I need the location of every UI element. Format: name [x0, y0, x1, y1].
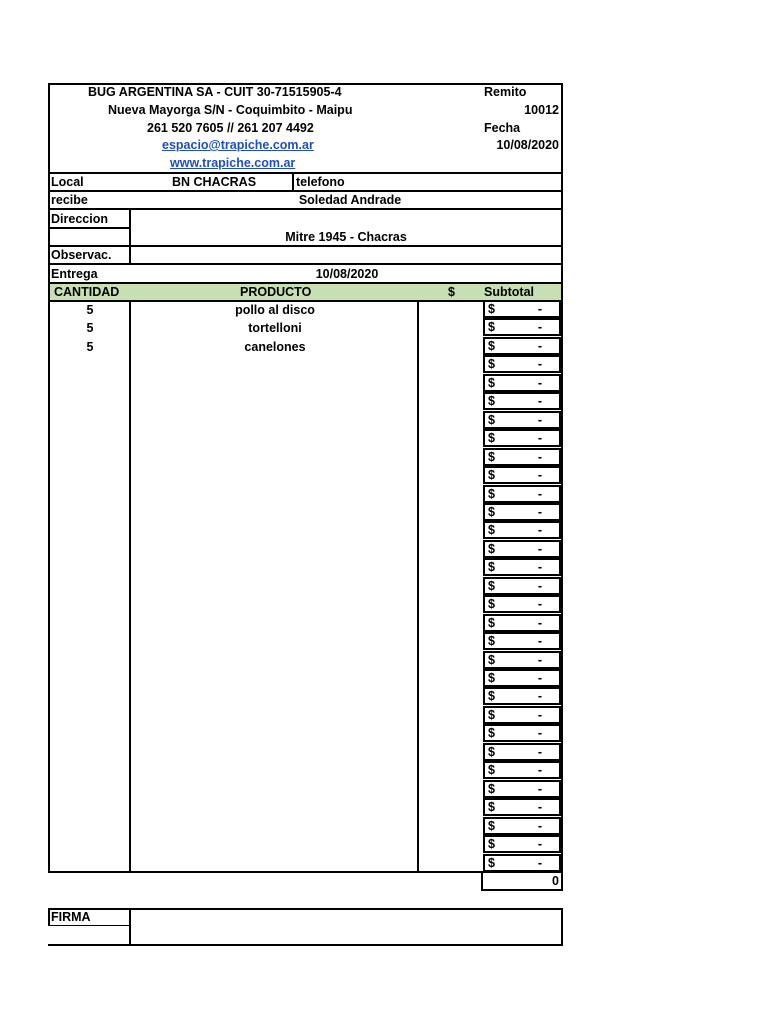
direccion-value: Mitre 1945 - Chacras [285, 230, 407, 244]
subtotal-cell [483, 448, 561, 466]
subtotal-amount: - [537, 394, 542, 408]
remito-number: 10012 [524, 103, 559, 117]
subtotal-cell [483, 466, 561, 484]
subtotal-currency: $ [488, 320, 495, 334]
phone-line: 261 520 7605 // 261 207 4492 [147, 121, 314, 135]
subtotal-currency: $ [488, 782, 495, 796]
subtotal-cell [483, 374, 561, 392]
local-value: BN CHACRAS [172, 175, 257, 189]
subtotal-cell [483, 337, 561, 355]
subtotal-amount: - [537, 487, 542, 501]
subtotal-amount: - [537, 302, 542, 316]
subtotal-currency: $ [488, 800, 495, 814]
direccion-label: Direccion [51, 212, 108, 226]
item-3-cantidad: 5 [86, 340, 94, 354]
subtotal-cell [483, 300, 561, 318]
subtotal-currency: $ [488, 431, 495, 445]
subtotal-currency: $ [488, 413, 495, 427]
subtotal-currency: $ [488, 653, 495, 667]
subtotal-currency: $ [488, 339, 495, 353]
subtotal-amount: - [537, 320, 542, 334]
entrega-label: Entrega [51, 267, 98, 281]
subtotal-cell [483, 651, 561, 669]
subtotal-currency: $ [488, 819, 495, 833]
subtotal-currency: $ [488, 376, 495, 390]
subtotal-cell [483, 761, 561, 779]
subtotal-cell [483, 724, 561, 742]
subtotal-currency: $ [488, 763, 495, 777]
subtotal-currency: $ [488, 487, 495, 501]
subtotal-currency: $ [488, 616, 495, 630]
subtotal-currency: $ [488, 357, 495, 371]
subtotal-currency: $ [488, 394, 495, 408]
subtotal-amount: - [537, 745, 542, 759]
item-1-producto: pollo al disco [235, 303, 315, 317]
subtotal-amount: - [537, 837, 542, 851]
subtotal-currency: $ [488, 837, 495, 851]
subtotal-cell [483, 355, 561, 373]
subtotal-cell [483, 743, 561, 761]
subtotal-cell [483, 429, 561, 447]
subtotal-cell [483, 669, 561, 687]
subtotal-amount: - [537, 653, 542, 667]
item-2-producto: tortelloni [248, 321, 302, 335]
header-subtotal: Subtotal [484, 285, 534, 299]
header-cantidad: CANTIDAD [54, 285, 120, 299]
subtotal-cell [483, 392, 561, 410]
subtotal-cell [483, 503, 561, 521]
subtotal-currency: $ [488, 671, 495, 685]
subtotal-currency: $ [488, 689, 495, 703]
subtotal-cell [483, 632, 561, 650]
subtotal-amount: - [537, 671, 542, 685]
subtotal-amount: - [537, 708, 542, 722]
company-line: BUG ARGENTINA SA - CUIT 30-71515905-4 [88, 85, 342, 99]
subtotal-amount: - [537, 800, 542, 814]
subtotal-cell [483, 835, 561, 853]
total-value: 0 [552, 874, 559, 888]
subtotal-currency: $ [488, 708, 495, 722]
subtotal-currency: $ [488, 579, 495, 593]
subtotal-amount: - [537, 763, 542, 777]
website-link-wrap [170, 155, 295, 171]
subtotal-currency: $ [488, 856, 495, 870]
subtotal-cell [483, 558, 561, 576]
subtotal-cell [483, 318, 561, 336]
subtotal-currency: $ [488, 597, 495, 611]
item-2-cantidad: 5 [86, 321, 94, 335]
local-label: Local [51, 175, 84, 189]
email-link[interactable]: espacio@trapiche.com.ar [162, 138, 314, 152]
subtotal-currency: $ [488, 726, 495, 740]
subtotal-currency: $ [488, 745, 495, 759]
subtotal-amount: - [537, 450, 542, 464]
header-precio: $ [448, 285, 455, 299]
item-1-cantidad: 5 [86, 303, 94, 317]
recibe-label: recibe [51, 193, 88, 207]
recibe-value: Soledad Andrade [298, 193, 402, 207]
subtotal-cell [483, 817, 561, 835]
subtotal-amount: - [537, 634, 542, 648]
subtotal-amount: - [537, 505, 542, 519]
fecha-value: 10/08/2020 [496, 138, 559, 152]
item-3-producto: canelones [244, 340, 306, 354]
entrega-value: 10/08/2020 [315, 267, 379, 281]
subtotal-amount: - [537, 376, 542, 390]
fecha-label: Fecha [484, 121, 521, 135]
subtotal-amount: - [537, 357, 542, 371]
subtotal-currency: $ [488, 450, 495, 464]
subtotal-amount: - [537, 689, 542, 703]
subtotal-currency: $ [488, 542, 495, 556]
subtotal-amount: - [537, 413, 542, 427]
subtotal-amount: - [537, 339, 542, 353]
subtotal-cell [483, 577, 561, 595]
website-link[interactable]: www.trapiche.com.ar [170, 156, 296, 170]
subtotal-amount: - [537, 616, 542, 630]
subtotal-cell [483, 485, 561, 503]
header-producto: PRODUCTO [240, 285, 312, 299]
subtotal-cell [483, 854, 561, 872]
subtotal-amount: - [537, 726, 542, 740]
email-link-wrap [162, 137, 314, 153]
subtotal-currency: $ [488, 505, 495, 519]
remito-label: Remito [484, 85, 527, 99]
subtotal-amount: - [537, 431, 542, 445]
subtotal-currency: $ [488, 634, 495, 648]
subtotal-currency: $ [488, 560, 495, 574]
subtotal-amount: - [537, 542, 542, 556]
subtotal-amount: - [537, 819, 542, 833]
subtotal-cell [483, 595, 561, 613]
subtotal-amount: - [537, 468, 542, 482]
subtotal-amount: - [537, 579, 542, 593]
subtotal-cell [483, 540, 561, 558]
subtotal-cell [483, 411, 561, 429]
subtotal-cell [483, 687, 561, 705]
observ-label: Observac. [51, 248, 112, 262]
subtotal-amount: - [537, 560, 542, 574]
subtotal-currency: $ [488, 302, 495, 316]
subtotal-cell [483, 706, 561, 724]
subtotal-cell [483, 614, 561, 632]
subtotal-cell [483, 521, 561, 539]
subtotal-amount: - [537, 856, 542, 870]
subtotal-amount: - [537, 523, 542, 537]
subtotal-currency: $ [488, 523, 495, 537]
firma-label: FIRMA [51, 910, 91, 924]
subtotal-currency: $ [488, 468, 495, 482]
subtotal-amount: - [537, 782, 542, 796]
telefono-label: telefono [296, 175, 345, 189]
address-line: Nueva Mayorga S/N - Coquimbito - Maipu [108, 103, 353, 117]
subtotal-cell [483, 798, 561, 816]
subtotal-cell [483, 780, 561, 798]
subtotal-amount: - [537, 597, 542, 611]
